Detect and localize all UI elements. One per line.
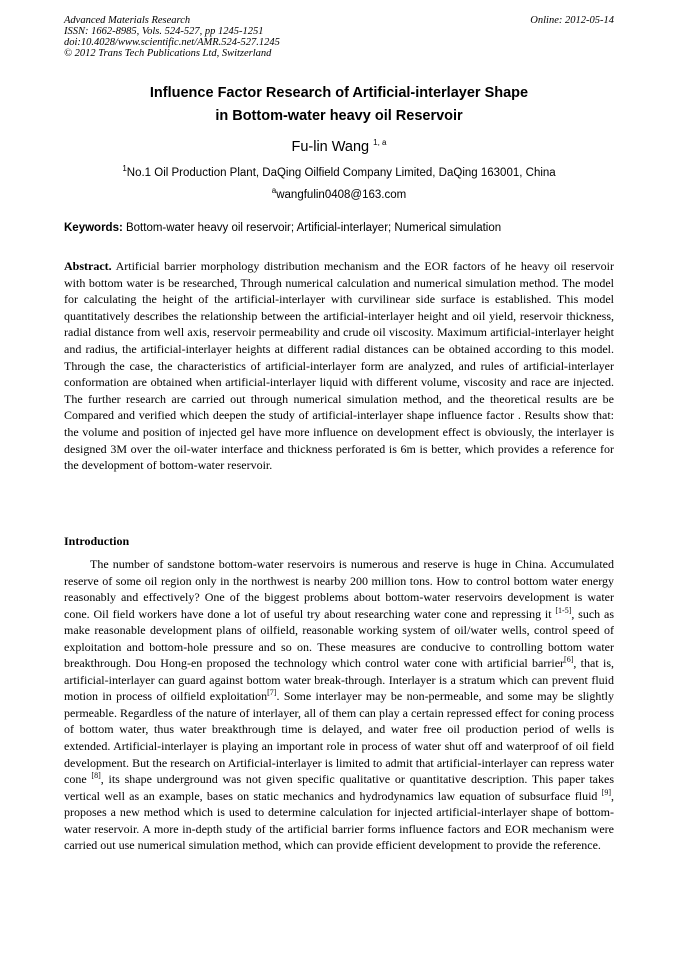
intro-text-1: The number of sandstone bottom-water reservoirs is numerous and reserve is huge in China. Accumulated reserve of some oil region only in the northwest is nearby 200 million tons. How to control bottom water energy reasonably and effectively? One of the biggest problems about bottom-water reservoirs development is water cone. Oil field workers have done a lot of useful try about researching water cone and repressing it [64, 557, 614, 621]
affiliation-text: No.1 Oil Production Plant, DaQing Oilfield Company Limited, DaQing 163001, China [126, 166, 556, 179]
online-date: Online: 2012-05-14 [530, 15, 614, 26]
intro-text-6: , proposes a new method which is used to determine calculation for injected artificial-interlayer shape of bottom-water reservoir. A more in-depth study of the artificial barrier forms influence factors and EOR mechanism were carried out use numerical simulation method, which can provide efficient development to provide the reference. [64, 788, 614, 853]
intro-text-4: . Some interlayer may be non-permeable, and some may be slightly permeable. Regardless of the nature of interlayer, all of them can play a certain repressed effect for coning process of bottom water, thus water breakthrough time is delayed, and water free oil production period of wells is extended. Artificial-interlayer is playing an important role in process of water shut off and waterproof of oil field development. But the research on Artificial-interlayer is limited to admit that artificial-interlayer can repress water cone [64, 689, 614, 787]
intro-text-3: , that is, artificial-interlayer can guard against bottom water break-through. Interlayer is a stratum which can prevent fluid motion in process of oilfield exploitation [64, 656, 615, 704]
journal-copyright: © 2012 Trans Tech Publications Ltd, Switzerland [64, 48, 272, 59]
author-email [64, 186, 614, 201]
journal-issn: ISSN: 1662-8985, Vols. 524-527, pp 1245-1251 [64, 26, 264, 37]
citation-ref: [8] [91, 771, 101, 781]
author-line [64, 138, 614, 155]
journal-doi: doi:10.4028/www.scientific.net/AMR.524-527.1245 [64, 37, 280, 48]
keywords-text: Bottom-water heavy oil reservoir; Artificial-interlayer; Numerical simulation [122, 222, 502, 234]
citation-ref: [9] [601, 787, 611, 797]
abstract-label: Abstract. [64, 259, 112, 273]
abstract-text: Artificial barrier morphology distribution mechanism and the EOR factors of he heavy oil reservoir with bottom water is be researched, Through numerical calculation and numerical simulation method. The model for calculating the height of the artificial-interlayer with curvilinear side surface is established. This model quantitatively describes the relationship between the artificial-interlayer height and oil yield, reservoir thickness, radial distance from well axis, reservoir permeability and crude oil viscosity. Maximum artificial-interlayer height and radius, the artificial-interlayer heights at different radial distances can be obtained according to this model. Through the case, the characteristics of artificial-interlayer form are analyzed, and rules of artificial-interlayer conformation are obtained when artificial-interlayer liquid with different volume, viscosity and race are injected. The further research are carried out through numerical simulation method, and the theoretical results are be Compared and verified which deepen the study of artificial-interlayer shape influence factor . Results show that: the volume and position of injected gel have more influence on development effect is obviously, the interlayer is designed 3M over the oil-water interface and thickness perforated is 6m is better, which provides a reference for the development of bottom-water reservoir. [64, 259, 614, 473]
email-text: wangfulin0408@163.com [276, 188, 407, 201]
citation-ref: [7] [267, 688, 277, 698]
journal-name: Advanced Materials Research [64, 15, 191, 26]
title-line-1: Influence Factor Research of Artificial-interlayer Shape [149, 85, 529, 101]
author-name: Fu-lin Wang [291, 138, 370, 155]
keywords [64, 222, 614, 234]
paper-title [64, 82, 614, 128]
citation-ref: [6] [564, 655, 574, 665]
journal-header [64, 15, 280, 59]
email-marker: a [271, 186, 277, 195]
title-line-2: in Bottom-water heavy oil Reservoir [215, 108, 463, 124]
introduction-heading: Introduction [64, 534, 130, 548]
affiliation-marker: 1 [122, 164, 127, 173]
affiliation [64, 164, 614, 179]
introduction-paragraph [64, 556, 614, 854]
keywords-label: Keywords: [64, 222, 123, 234]
citation-ref: [1-5] [555, 605, 572, 615]
intro-text-2: , such as make reasonable development plans of oilfield, reasonable working system of oil/water wells, control speed of exploitation and bottom-hole pressure and so on. These measures are conducive to controlling bottom water breakthrough. Dou Hong-en proposed the technology which control water cone with artificial barrier [64, 606, 614, 671]
author-affiliation-marker: 1, a [373, 138, 387, 147]
intro-text-5: , its shape underground was not given specific qualitative or quantitative description. This paper takes vertical well as an example, bases on static mechanics and hydrodynamics law equation of subsurface fluid [64, 772, 614, 803]
abstract [64, 258, 614, 474]
